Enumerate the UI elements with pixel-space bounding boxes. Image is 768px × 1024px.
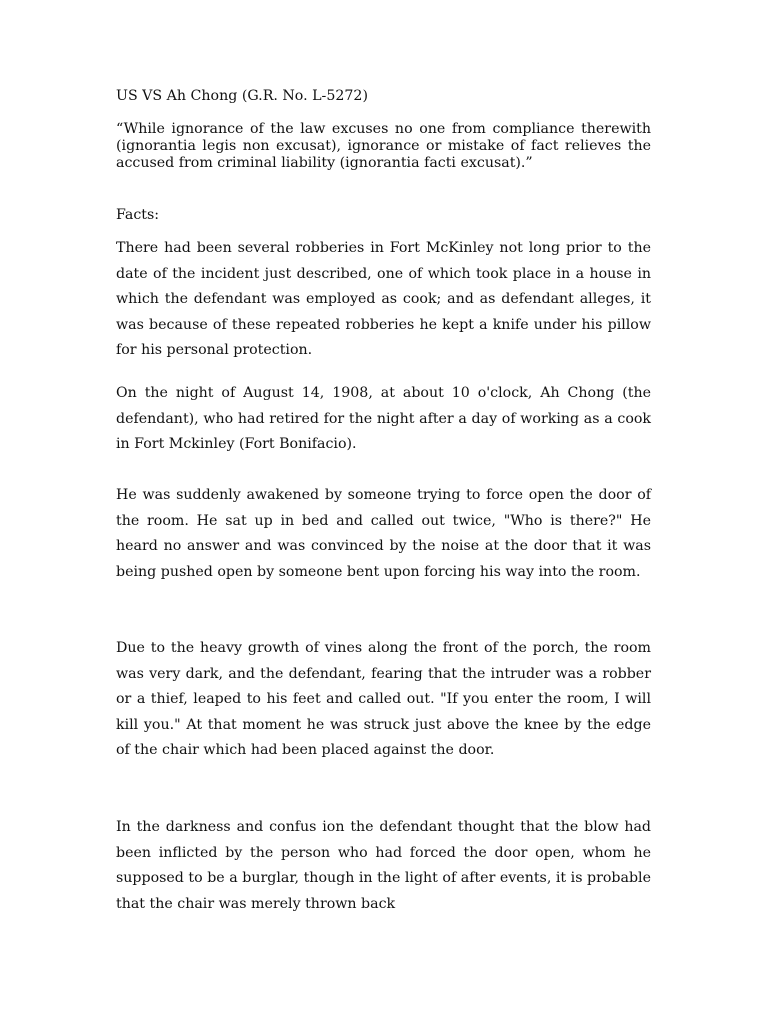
facts-paragraph-3: He was suddenly awakened by someone trying to force open the door of the room. He sat up in bed and called out twice, "Who is there?" He heard no answer and was convinced by the noise at the door that it was being pushed open by someone bent upon forcing his way into the room. bbox=[116, 487, 651, 580]
facts-paragraph-4: Due to the heavy growth of vines along the front of the porch, the room was very dark, and the defendant, fearing that the intruder was a robber or a thief, leaped to his feet and called out. "If you enter the room, I will kill you." At that moment he was struck just above the knee by the edge of the chair which had been placed against the door. bbox=[116, 640, 651, 759]
facts-paragraph-5: In the darkness and confus ion the defendant thought that the blow had been inflicted by the person who had forced the door open, whom he supposed to be a burglar, though in the light of after events, it is probable that the chair was merely thrown back bbox=[116, 819, 651, 912]
facts-heading: Facts: bbox=[116, 207, 160, 223]
facts-paragraph-2: On the night of August 14, 1908, at about 10 o'clock, Ah Chong (the defendant), who had retired for the night after a day of working as a cook in Fort Mckinley (Fort Bonifacio). bbox=[116, 385, 651, 453]
document-title: US VS Ah Chong (G.R. No. L-5272) bbox=[116, 88, 368, 104]
facts-paragraph-1: There had been several robberies in Fort McKinley not long prior to the date of the incident just described, one of which took place in a house in which the defendant was employed as cook; and as defendant alleges, it was because of these repeated robberies he kept a knife under his pillow for his personal protection. bbox=[116, 240, 651, 359]
doctrine-quote: “While ignorance of the law excuses no one from compliance therewith (ignorantia legis non excusat), ignorance or mistake of fact relieves the accused from criminal liability (ignorantia facti excusat).” bbox=[116, 121, 651, 171]
